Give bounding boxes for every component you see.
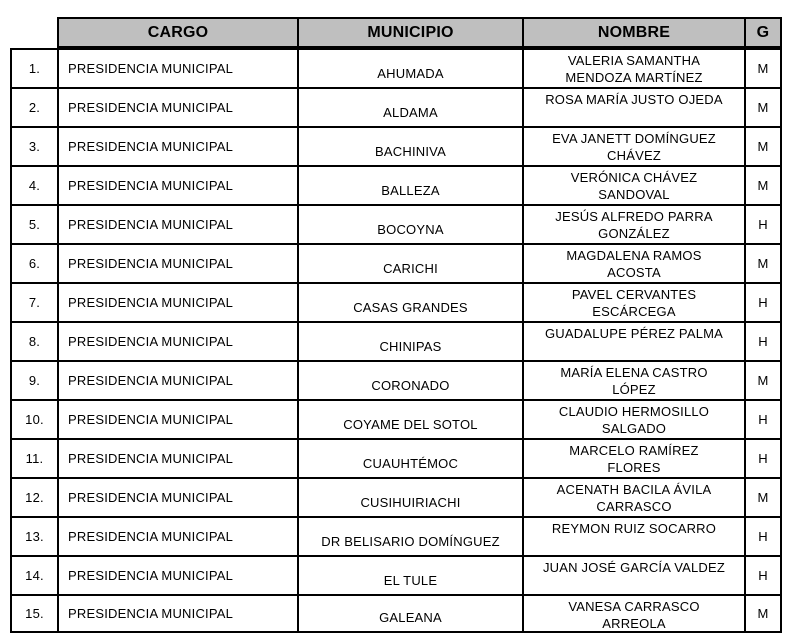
nombre-line: CARRASCO — [596, 499, 672, 514]
nombre-cell — [522, 204, 744, 243]
gender-cell: M — [744, 87, 782, 126]
nombre-line: MAGDALENA RAMOS — [566, 248, 702, 263]
nombre-line: SANDOVAL — [598, 187, 670, 202]
row-number-cell: 8. — [10, 321, 57, 360]
cargo-cell: PRESIDENCIA MUNICIPAL — [57, 165, 297, 204]
municipio-cell: ALDAMA — [297, 87, 522, 126]
cargo-cell: PRESIDENCIA MUNICIPAL — [57, 555, 297, 594]
gender-cell: H — [744, 399, 782, 438]
gender-cell: H — [744, 282, 782, 321]
row-number-cell: 11. — [10, 438, 57, 477]
nombre-line: MARÍA ELENA CASTRO — [560, 365, 708, 380]
cargo-cell: PRESIDENCIA MUNICIPAL — [57, 282, 297, 321]
nombre-line: ROSA MARÍA JUSTO OJEDA — [545, 92, 723, 107]
cargo-cell: PRESIDENCIA MUNICIPAL — [57, 126, 297, 165]
nombre-cell — [522, 321, 744, 360]
cargo-cell: PRESIDENCIA MUNICIPAL — [57, 321, 297, 360]
cargo-cell: PRESIDENCIA MUNICIPAL — [57, 594, 297, 633]
gender-cell: H — [744, 438, 782, 477]
row-number-cell: 7. — [10, 282, 57, 321]
gender-cell: M — [744, 360, 782, 399]
nombre-cell — [522, 594, 744, 633]
row-number-cell: 10. — [10, 399, 57, 438]
municipio-cell: CORONADO — [297, 360, 522, 399]
gender-cell: H — [744, 321, 782, 360]
cargo-cell: PRESIDENCIA MUNICIPAL — [57, 399, 297, 438]
nombre-cell — [522, 165, 744, 204]
municipio-cell: CUAUHTÉMOC — [297, 438, 522, 477]
nombre-line: VALERIA SAMANTHA — [567, 53, 701, 68]
row-number-cell: 15. — [10, 594, 57, 633]
municipio-cell: BACHINIVA — [297, 126, 522, 165]
nombre-cell — [522, 555, 744, 594]
nombre-cell — [522, 87, 744, 126]
row-number-cell: 5. — [10, 204, 57, 243]
municipio-cell: CASAS GRANDES — [297, 282, 522, 321]
municipio-cell: COYAME DEL SOTOL — [297, 399, 522, 438]
cargo-cell: PRESIDENCIA MUNICIPAL — [57, 48, 297, 87]
nombre-cell — [522, 48, 744, 87]
row-number-cell: 2. — [10, 87, 57, 126]
cargo-cell: PRESIDENCIA MUNICIPAL — [57, 204, 297, 243]
nombre-line: MENDOZA MARTÍNEZ — [565, 70, 703, 85]
nombre-line: GUADALUPE PÉREZ PALMA — [544, 326, 724, 341]
row-number-cell: 14. — [10, 555, 57, 594]
municipio-cell: BOCOYNA — [297, 204, 522, 243]
officials-table — [10, 17, 782, 633]
nombre-line: REYMON RUIZ SOCARRO — [551, 521, 717, 536]
gender-cell: H — [744, 555, 782, 594]
cargo-cell: PRESIDENCIA MUNICIPAL — [57, 360, 297, 399]
nombre-cell — [522, 438, 744, 477]
nombre-line: ARREOLA — [602, 616, 666, 631]
municipio-cell: AHUMADA — [297, 48, 522, 87]
municipio-cell: DR BELISARIO DOMÍNGUEZ — [297, 516, 522, 555]
municipio-cell: BALLEZA — [297, 165, 522, 204]
nombre-cell — [522, 516, 744, 555]
row-number-cell: 12. — [10, 477, 57, 516]
gender-cell: M — [744, 477, 782, 516]
nombre-line: VERÓNICA CHÁVEZ — [570, 170, 698, 185]
nombre-line: GONZÁLEZ — [598, 226, 670, 241]
nombre-cell — [522, 399, 744, 438]
nombre-line: PAVEL CERVANTES — [571, 287, 697, 302]
nombre-cell — [522, 282, 744, 321]
nombre-line: LÓPEZ — [612, 382, 656, 397]
gender-cell: M — [744, 48, 782, 87]
nombre-line: CHÁVEZ — [607, 148, 661, 163]
cargo-cell: PRESIDENCIA MUNICIPAL — [57, 438, 297, 477]
municipio-cell: GALEANA — [297, 594, 522, 633]
gender-cell: M — [744, 126, 782, 165]
nombre-cell — [522, 126, 744, 165]
nombre-line: FLORES — [607, 460, 661, 475]
cargo-cell: PRESIDENCIA MUNICIPAL — [57, 87, 297, 126]
nombre-line: ACOSTA — [607, 265, 661, 280]
gender-cell: M — [744, 165, 782, 204]
row-number-cell: 9. — [10, 360, 57, 399]
corner-spacer — [10, 17, 57, 48]
gender-cell: M — [744, 243, 782, 282]
nombre-line: JUAN JOSÉ GARCÍA VALDEZ — [542, 560, 726, 575]
cargo-cell: PRESIDENCIA MUNICIPAL — [57, 243, 297, 282]
nombre-line: SALGADO — [601, 421, 667, 436]
gender-cell: H — [744, 204, 782, 243]
header-municipio: MUNICIPIO — [297, 17, 522, 48]
gender-cell: H — [744, 516, 782, 555]
header-cargo: CARGO — [57, 17, 297, 48]
nombre-line: JESÚS ALFREDO PARRA — [555, 209, 713, 224]
municipio-cell: CHINIPAS — [297, 321, 522, 360]
cargo-cell: PRESIDENCIA MUNICIPAL — [57, 516, 297, 555]
header-gender: G — [744, 17, 782, 48]
cargo-cell: PRESIDENCIA MUNICIPAL — [57, 477, 297, 516]
row-number-cell: 3. — [10, 126, 57, 165]
header-nombre: NOMBRE — [522, 17, 744, 48]
nombre-line: MARCELO RAMÍREZ — [569, 443, 699, 458]
nombre-line: VANESA CARRASCO — [568, 599, 700, 614]
row-number-cell: 4. — [10, 165, 57, 204]
nombre-line: ACENATH BACILA ÁVILA — [556, 482, 712, 497]
nombre-cell — [522, 477, 744, 516]
nombre-line: EVA JANETT DOMÍNGUEZ — [552, 131, 716, 146]
row-number-cell: 1. — [10, 48, 57, 87]
municipio-cell: CARICHI — [297, 243, 522, 282]
gender-cell: M — [744, 594, 782, 633]
row-number-cell: 13. — [10, 516, 57, 555]
nombre-line: CLAUDIO HERMOSILLO — [558, 404, 710, 419]
municipio-cell: EL TULE — [297, 555, 522, 594]
nombre-cell — [522, 243, 744, 282]
nombre-cell — [522, 360, 744, 399]
municipio-cell: CUSIHUIRIACHI — [297, 477, 522, 516]
nombre-line: ESCÁRCEGA — [592, 304, 676, 319]
row-number-cell: 6. — [10, 243, 57, 282]
